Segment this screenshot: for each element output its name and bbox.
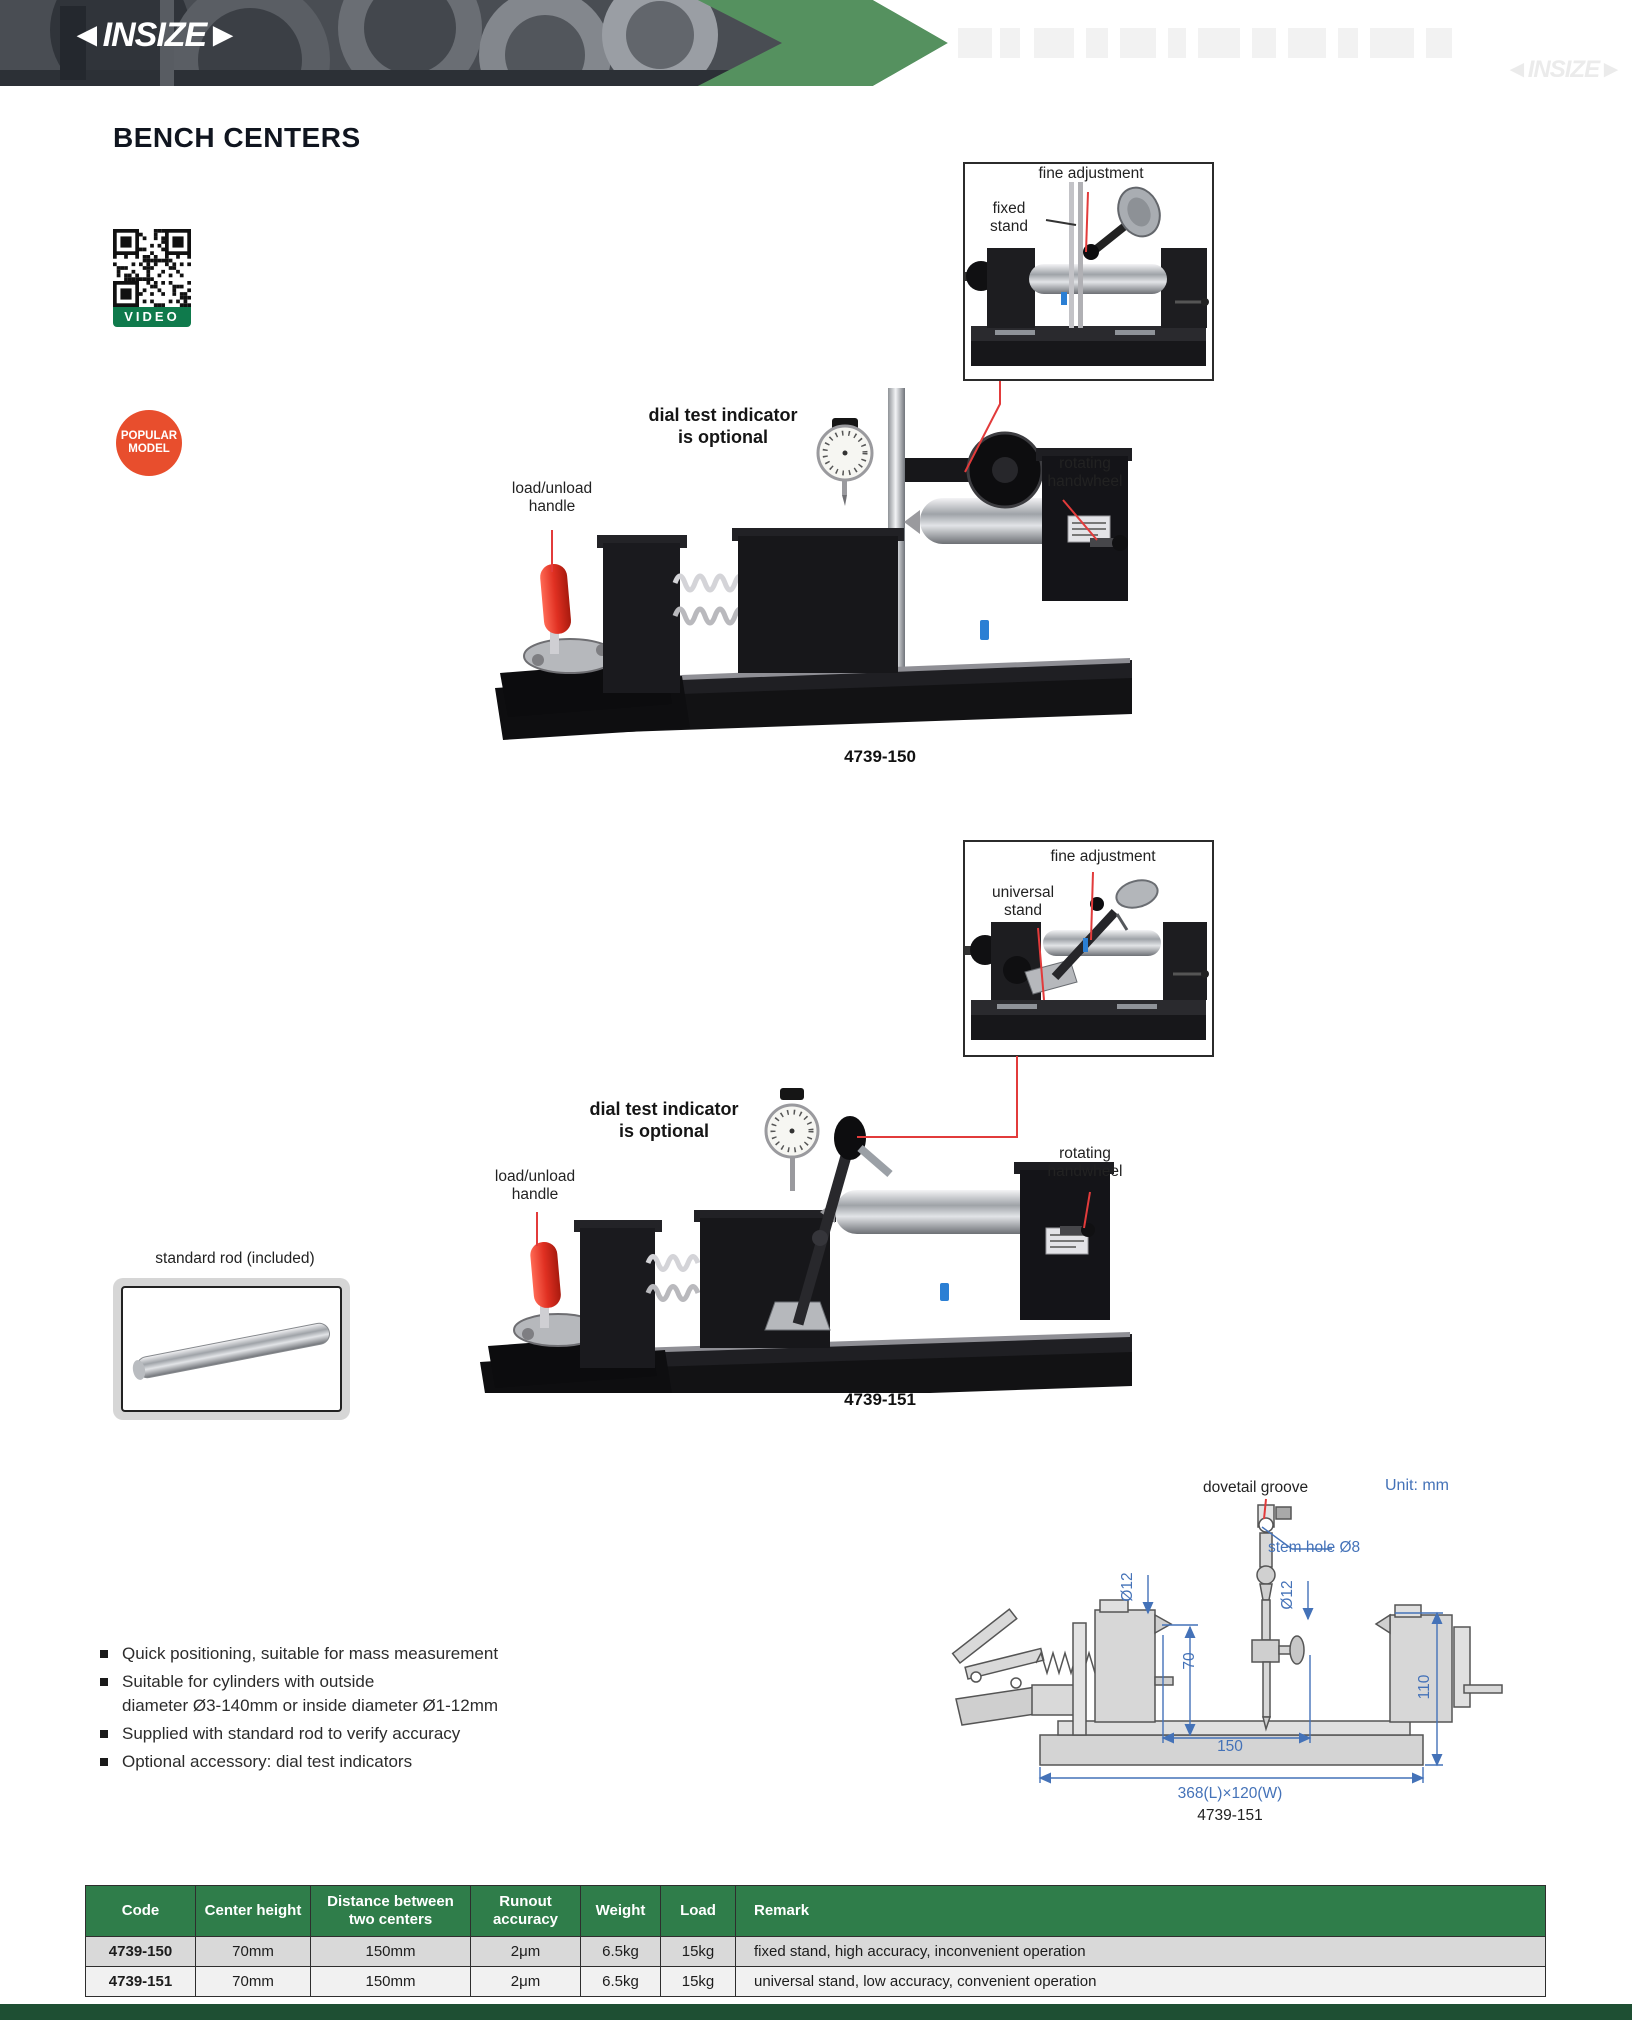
feature-text: Supplied with standard rod to verify accuracy	[122, 1724, 461, 1743]
inset-universal-stand-photo	[965, 842, 1212, 1055]
col-distance: Distance between two centers	[311, 1886, 471, 1937]
callout-fixed-stand	[978, 200, 1040, 236]
cell-load: 15kg	[661, 1967, 736, 1997]
col-weight: Weight	[581, 1886, 661, 1937]
popular-model-badge	[116, 410, 182, 476]
fixed-stand-line1: fixed	[992, 200, 1026, 217]
callout-rotating-handwheel-1	[1020, 455, 1150, 491]
feature-text: diameter Ø3-140mm or inside diameter Ø1-12mm	[122, 1696, 499, 1715]
span-150-label: 150	[1217, 1738, 1243, 1755]
cell-code: 4739-151	[86, 1967, 196, 1997]
feature-text: Suitable for cylinders with outside	[122, 1672, 375, 1691]
col-remark: Remark	[736, 1886, 1546, 1937]
bullet-square-icon	[100, 1758, 108, 1766]
feature-item	[100, 1722, 640, 1746]
callout-fine-adjustment-2: fine adjustment	[1050, 848, 1156, 865]
universal-stand-line1: universal	[991, 884, 1055, 901]
product-photo-4739-151	[420, 1078, 1135, 1393]
stem-hole-label: stem hole Ø8	[1268, 1539, 1361, 1556]
callout-load-handle-2	[465, 1168, 605, 1204]
col-load: Load	[661, 1886, 736, 1937]
fixed-stand-line2: stand	[990, 218, 1028, 235]
cell-weight: 6.5kg	[581, 1937, 661, 1967]
load-handle-1-line2: handle	[528, 498, 576, 515]
cell-load: 15kg	[661, 1937, 736, 1967]
cell-center-height: 70mm	[196, 1967, 311, 1997]
handwheel-2-line2: handwheel	[1047, 1163, 1123, 1180]
cell-remark: universal stand, low accuracy, convenient operation	[736, 1967, 1546, 1997]
feature-text: Quick positioning, suitable for mass measurement	[122, 1644, 499, 1663]
dia12-left-label: Ø12	[1119, 1572, 1136, 1602]
bullet-square-icon	[100, 1678, 108, 1686]
footprint-label: 368(L)×120(W)	[1177, 1785, 1283, 1802]
table-row	[86, 1967, 1546, 1997]
feature-item	[100, 1642, 640, 1666]
dial-optional-2-line2: is optional	[619, 1121, 709, 1141]
callout-universal-stand	[978, 884, 1068, 920]
drawing-caption: 4739-151	[1197, 1807, 1263, 1824]
bullet-square-icon	[100, 1730, 108, 1738]
bullet-square-icon	[100, 1650, 108, 1658]
callout-fine-adjustment-1: fine adjustment	[1038, 165, 1144, 182]
cell-weight: 6.5kg	[581, 1967, 661, 1997]
load-handle-2-line1: load/unload	[494, 1168, 576, 1185]
dial-optional-2-line1: dial test indicator	[589, 1099, 739, 1119]
cell-code: 4739-150	[86, 1937, 196, 1967]
feature-item	[100, 1670, 640, 1718]
qr-code-icon	[113, 229, 191, 307]
handwheel-1-line1: rotating	[1059, 455, 1111, 472]
model-code-4739-151: 4739-151	[844, 1390, 916, 1409]
inset-fixed-stand	[963, 162, 1214, 381]
cell-distance: 150mm	[311, 1967, 471, 1997]
callout-rotating-handwheel-2	[1020, 1145, 1150, 1181]
unit-label: Unit: mm	[1385, 1477, 1449, 1494]
video-qr	[113, 229, 191, 327]
callout-load-handle-1	[482, 480, 622, 516]
cell-runout: 2μm	[471, 1937, 581, 1967]
dimension-drawing	[940, 1455, 1560, 1825]
standard-rod-label: standard rod (included)	[155, 1250, 315, 1267]
callout-dial-optional-2	[554, 1098, 774, 1142]
inset-fixed-stand-photo	[965, 164, 1212, 379]
total-height-110-label: 110	[1416, 1674, 1433, 1700]
page-title: BENCH CENTERS	[113, 122, 361, 153]
load-handle-1-line1: load/unload	[511, 480, 593, 497]
col-code: Code	[86, 1886, 196, 1937]
page-header	[0, 0, 1632, 86]
footer-bar	[0, 2004, 1632, 2020]
header-photo	[0, 0, 1632, 86]
popular-badge-line2: MODEL	[128, 443, 170, 455]
center-height-70-label: 70	[1181, 1652, 1198, 1670]
spec-header-row	[86, 1886, 1546, 1937]
handwheel-2-line1: rotating	[1059, 1145, 1111, 1162]
cell-center-height: 70mm	[196, 1937, 311, 1967]
feature-list	[100, 1642, 640, 1778]
callout-dial-optional-1	[613, 404, 833, 448]
col-runout: Runout accuracy	[471, 1886, 581, 1937]
standard-rod-box	[113, 1278, 350, 1420]
cell-distance: 150mm	[311, 1937, 471, 1967]
inset-universal-stand	[963, 840, 1214, 1057]
cell-remark: fixed stand, high accuracy, inconvenient operation	[736, 1937, 1546, 1967]
col-center-height: Center height	[196, 1886, 311, 1937]
model-code-4739-150: 4739-150	[844, 747, 916, 766]
feature-item	[100, 1750, 640, 1774]
dial-optional-1-line1: dial test indicator	[648, 405, 798, 425]
popular-badge-line1: POPULAR	[120, 430, 178, 442]
cell-runout: 2μm	[471, 1967, 581, 1997]
spec-table	[85, 1885, 1546, 1997]
dial-optional-1-line2: is optional	[678, 427, 768, 447]
insize-logo: ◄INSIZE►	[70, 16, 239, 54]
standard-rod-photo	[121, 1286, 342, 1412]
video-badge: VIDEO	[113, 307, 191, 327]
universal-stand-line2: stand	[1004, 902, 1042, 919]
handwheel-1-line2: handwheel	[1047, 473, 1123, 490]
load-handle-2-line2: handle	[511, 1186, 559, 1203]
dovetail-groove-label: dovetail groove	[1203, 1479, 1309, 1496]
table-row	[86, 1937, 1546, 1967]
feature-text: Optional accessory: dial test indicators	[122, 1752, 413, 1771]
insize-watermark-icon: ◄INSIZE►	[1505, 56, 1622, 83]
dia12-right-label: Ø12	[1279, 1580, 1296, 1610]
